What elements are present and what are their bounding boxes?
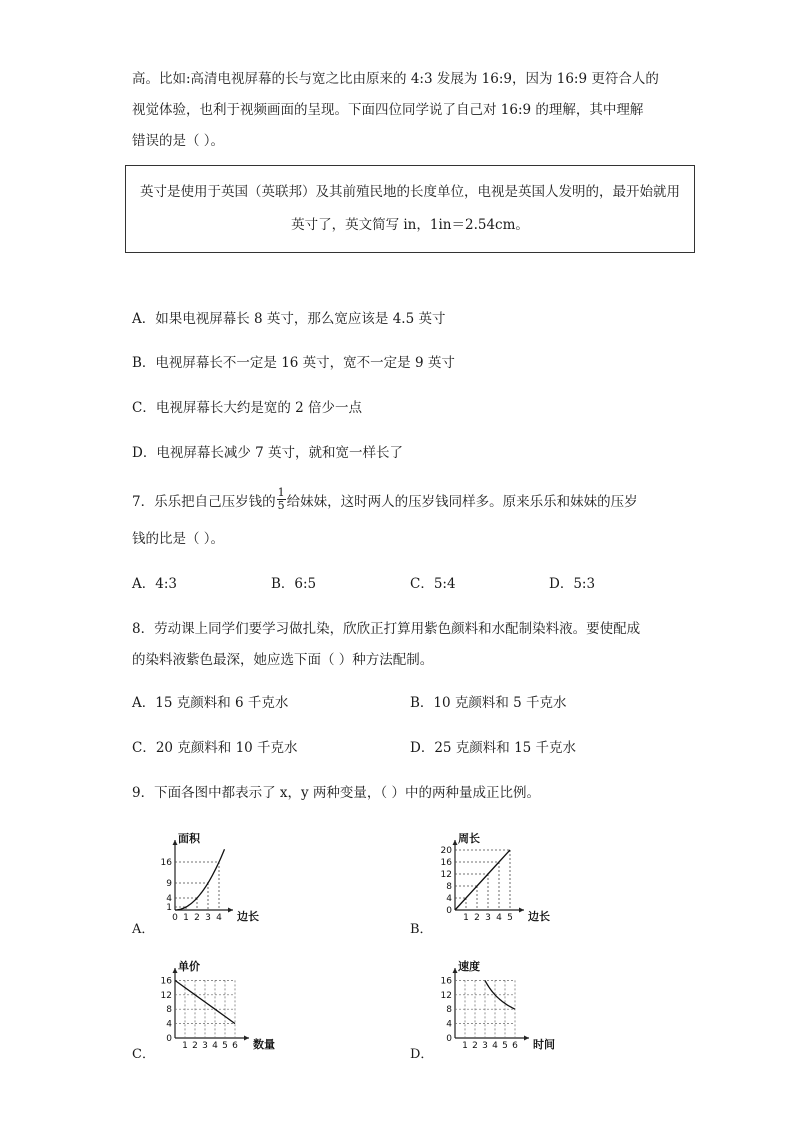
graph-b-perimeter-vs-side[interactable] — [430, 830, 555, 930]
q6-option-a[interactable]: A．如果电视屏幕长 8 英寸，那么宽应该是 4.5 英寸 — [132, 311, 446, 327]
y-tick-label-4: 16 — [160, 976, 172, 987]
y-axis-arrow — [453, 968, 458, 973]
q6-option-d[interactable]: D．电视屏幕长减少 7 英寸，就和宽一样长了 — [132, 445, 403, 461]
y-tick-label-3: 12 — [440, 870, 452, 880]
q8-option-d[interactable]: D．25 克颜料和 15 千克水 — [410, 740, 577, 756]
y-tick-label-2: 8 — [446, 882, 452, 892]
x-axis-title: 数量 — [253, 1038, 275, 1051]
x-tick-label-2: 3 — [482, 1041, 488, 1051]
q7-option-b[interactable]: B．6:5 — [271, 576, 317, 592]
x-tick-label-4: 5 — [507, 913, 513, 923]
q9-question-line-1: 9．下面各图中都表示了 x，y 两种变量，（ ）中的两种量成正比例。 — [132, 785, 540, 801]
y-axis-title: 速度 — [458, 960, 480, 973]
y-axis-arrow — [173, 840, 178, 845]
y-tick-label-2: 9 — [166, 879, 172, 889]
q7-option-d[interactable]: D．5:3 — [549, 576, 596, 592]
q9-option-c-label[interactable]: C． — [132, 1047, 155, 1062]
q6-option-c[interactable]: C．电视屏幕长大约是宽的 2 倍少一点 — [132, 400, 363, 416]
x-axis-arrow — [524, 1036, 529, 1041]
graph-c-price-vs-quantity[interactable] — [150, 958, 275, 1058]
x-tick-label-3: 4 — [212, 1041, 218, 1051]
y-tick-label-0: 0 — [446, 1034, 452, 1044]
x-tick-label-5: 6 — [232, 1041, 238, 1051]
graph-a-area-vs-side[interactable] — [150, 830, 275, 930]
q7-question-line-1 — [132, 486, 638, 515]
x-tick-label-4: 4 — [216, 913, 222, 923]
note-line-1: 英寸是使用于英国（英联邦）及其前殖民地的长度单位，电视是英国人发明的，最开始就用 — [140, 184, 680, 200]
x-tick-label-1: 1 — [183, 913, 189, 923]
y-tick-label-5: 20 — [440, 846, 452, 856]
q7-option-a[interactable]: A．4:3 — [132, 576, 177, 592]
q7-fraction-numerator: 1 — [277, 486, 285, 499]
y-axis-arrow — [173, 968, 178, 973]
x-tick-label-0: 1 — [463, 913, 469, 923]
q8-question-line-2: 的染料液紫色最深，她应选下面（ ）种方法配制。 — [132, 652, 434, 668]
x-tick-label-2: 3 — [485, 913, 491, 923]
intro-line-3: 错误的是（ ）。 — [132, 133, 225, 149]
q7-prefix: 7．乐乐把自己压岁钱的 — [132, 494, 276, 510]
series-line — [455, 850, 510, 910]
y-tick-label-2: 8 — [446, 1005, 452, 1016]
y-tick-label-3: 16 — [160, 858, 172, 868]
y-tick-label-0: 0 — [166, 1034, 172, 1044]
y-axis-title: 面积 — [178, 832, 200, 845]
note-line-2: 英寸了，英文简写 in，1in＝2.54cm。 — [291, 217, 529, 233]
x-tick-label-0: 1 — [462, 1041, 468, 1051]
x-tick-label-2: 3 — [202, 1041, 208, 1051]
q9-option-a-label[interactable]: A． — [132, 922, 155, 937]
q7-fraction-denominator: 5 — [277, 499, 285, 512]
y-tick-label-1: 4 — [446, 894, 452, 904]
q8-option-c[interactable]: C．20 克颜料和 10 千克水 — [132, 740, 298, 756]
q9-option-b-label[interactable]: B． — [410, 922, 433, 937]
y-axis-title: 周长 — [458, 832, 480, 845]
x-axis-arrow — [228, 908, 233, 913]
x-axis-arrow — [519, 908, 524, 913]
x-tick-label-4: 5 — [502, 1041, 508, 1051]
q7-question-line-2: 钱的比是（ ）。 — [132, 531, 225, 547]
x-axis-title: 时间 — [533, 1038, 555, 1051]
y-tick-label-3: 12 — [440, 990, 452, 1001]
x-axis-title: 边长 — [528, 910, 550, 923]
intro-line-2: 视觉体验，也利于视频画面的呈现。下面四位同学说了自己对 16:9 的理解，其中理解 — [132, 102, 644, 118]
x-tick-label-0: 1 — [182, 1041, 188, 1051]
y-tick-label-0: 1 — [166, 903, 172, 913]
x-tick-label-5: 6 — [512, 1041, 518, 1051]
x-tick-label-3: 3 — [205, 913, 211, 923]
x-axis-title: 边长 — [237, 910, 259, 923]
x-tick-label-0: 0 — [172, 913, 178, 923]
y-tick-label-0: 0 — [446, 906, 452, 916]
q7-fraction — [277, 487, 286, 512]
q7-suffix: 给妹妹，这时两人的压岁钱同样多。原来乐乐和妹妹的压岁 — [286, 494, 638, 510]
y-tick-label-4: 16 — [440, 858, 452, 868]
y-axis-title: 单价 — [178, 960, 200, 973]
x-tick-label-2: 2 — [194, 913, 200, 923]
q9-option-d-label[interactable]: D． — [410, 1047, 434, 1062]
x-tick-label-4: 5 — [222, 1041, 228, 1051]
q8-option-a[interactable]: A．15 克颜料和 6 千克水 — [132, 695, 289, 711]
note-box — [125, 165, 695, 253]
y-axis-arrow — [453, 840, 458, 845]
q7-option-c[interactable]: C．5:4 — [410, 576, 456, 592]
x-tick-label-3: 4 — [492, 1041, 498, 1051]
graph-d-speed-vs-time[interactable] — [430, 958, 555, 1058]
x-tick-label-1: 2 — [192, 1041, 198, 1051]
series-line — [175, 849, 225, 910]
y-tick-label-1: 4 — [166, 1019, 172, 1030]
x-tick-label-1: 2 — [474, 913, 480, 923]
x-axis-arrow — [244, 1036, 249, 1041]
y-tick-label-2: 8 — [166, 1005, 172, 1016]
q6-option-b[interactable]: B．电视屏幕长不一定是 16 英寸，宽不一定是 9 英寸 — [132, 355, 455, 371]
y-tick-label-1: 4 — [446, 1019, 452, 1030]
y-tick-label-1: 4 — [166, 894, 172, 904]
y-tick-label-4: 16 — [440, 976, 452, 987]
q8-option-b[interactable]: B．10 克颜料和 5 千克水 — [410, 695, 567, 711]
x-tick-label-1: 2 — [472, 1041, 478, 1051]
q8-question-line-1: 8．劳动课上同学们要学习做扎染，欣欣正打算用紫色颜料和水配制染料液。要使配成 — [132, 621, 641, 637]
intro-line-1: 高。比如:高清电视屏幕的长与宽之比由原来的 4:3 发展为 16:9，因为 16:9 更符合人的 — [132, 71, 659, 87]
x-tick-label-3: 4 — [496, 913, 502, 923]
y-tick-label-3: 12 — [160, 990, 172, 1001]
